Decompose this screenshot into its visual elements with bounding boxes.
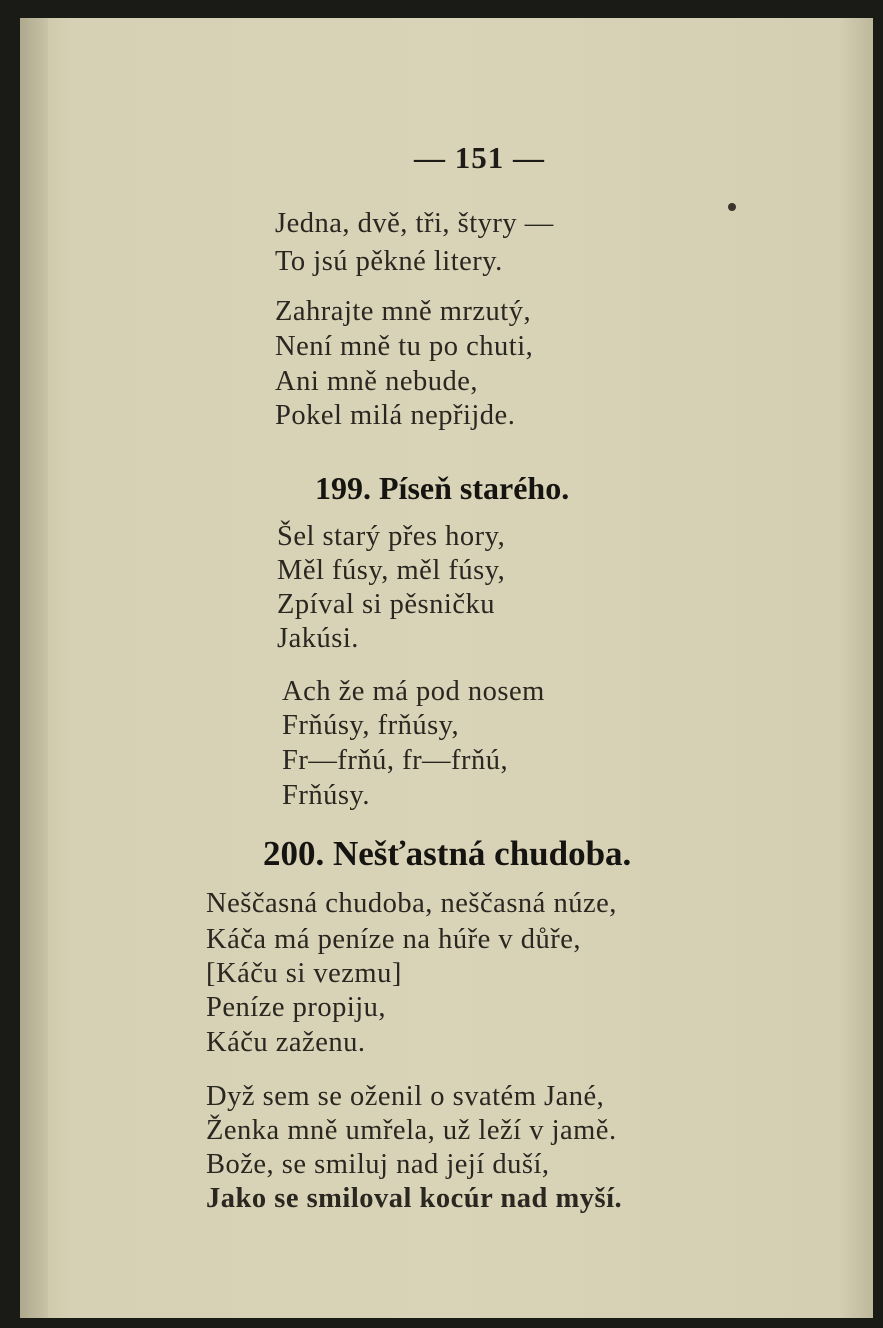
song-title-199: 199. Píseň starého. [315,470,570,506]
verse-line: Pokel milá nepřijde. [275,400,516,431]
verse-line: To jsú pěkné litery. [275,246,503,277]
verse-line: Ach že má pod nosem [282,676,545,707]
verse-line: Jedna, dvě, tři, štyry — [275,208,554,239]
page-gutter [20,18,48,1318]
verse-line: Není mně tu po chuti, [275,331,534,362]
verse-line: Neščasná chudoba, neščasná núze, [206,888,617,919]
verse-line: Frňúsy. [282,780,370,811]
verse-line: Frňúsy, frňúsy, [282,710,460,741]
page-number: — 151 — [414,140,545,175]
verse-line: Káču zaženu. [206,1027,366,1058]
verse-line: Zpíval si pěsničku [277,589,495,620]
verse-line: Peníze propiju, [206,992,387,1023]
verse-line: [Káču si vezmu] [206,958,402,989]
verse-line: Šel starý přes hory, [277,521,506,552]
verse-line: Jako se smiloval kocúr nad myší. [206,1183,623,1214]
verse-line: Jakúsi. [277,623,359,654]
verse-line: Káča má peníze na húře v důře, [206,924,582,955]
verse-line: Ženka mně umřela, už leží v jamě. [206,1115,617,1146]
song-title-200: 200. Nešťastná chudoba. [263,834,632,873]
ink-speck [728,203,736,211]
verse-line: Měl fúsy, měl fúsy, [277,555,506,586]
verse-line: Ani mně nebude, [275,366,478,397]
verse-line: Fr—frňú, fr—frňú, [282,745,509,776]
verse-line: Dyž sem se oženil o svatém Jané, [206,1081,605,1112]
verse-line: Zahrajte mně mrzutý, [275,296,532,327]
verse-line: Bože, se smiluj nad její duší, [206,1149,550,1180]
